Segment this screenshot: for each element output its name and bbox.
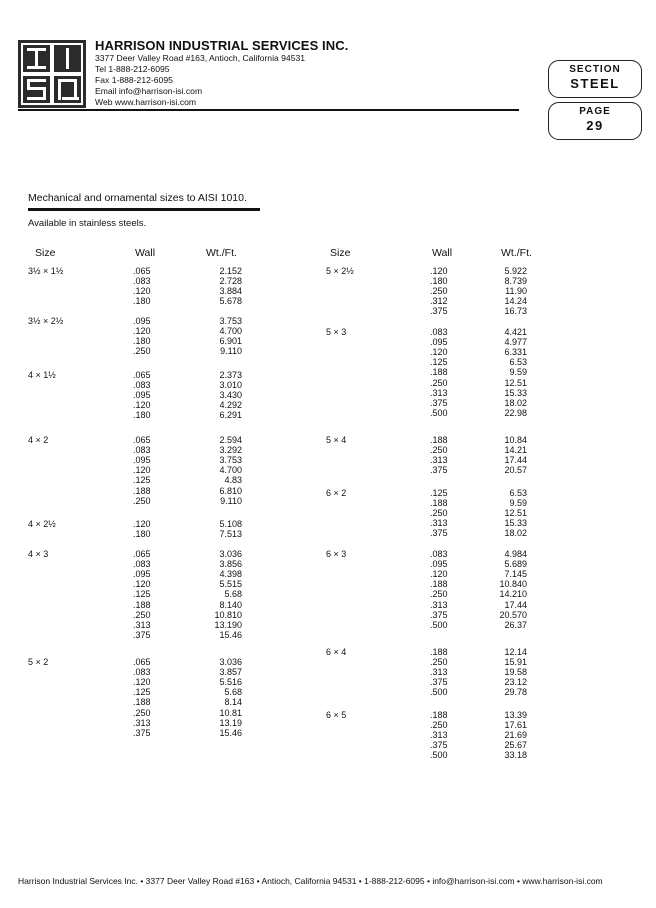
weight-value: 14.21 <box>504 445 527 456</box>
wall-value: .120 <box>133 286 151 297</box>
weight-value: 9.59 <box>509 498 527 509</box>
wall-value: .250 <box>430 657 448 668</box>
weight-value: 5.678 <box>219 296 242 307</box>
weight-value: 21.69 <box>504 730 527 741</box>
wall-value: .095 <box>430 559 448 570</box>
weight-value: 22.98 <box>504 407 527 418</box>
size-label: 6 × 4 <box>326 647 347 657</box>
size-label: 5 × 3 <box>326 327 347 337</box>
wall-value: .313 <box>133 619 151 630</box>
weight-value: 10.810 <box>214 609 242 620</box>
weight-value: 6.291 <box>219 410 242 421</box>
wall-value: .120 <box>133 519 151 529</box>
wall-value: .313 <box>133 717 151 728</box>
weight-value: 3.857 <box>219 667 242 678</box>
wall-value: .065 <box>133 549 151 559</box>
wall-value: .250 <box>430 720 448 731</box>
weight-value: 14.24 <box>504 296 527 307</box>
wall-value: .120 <box>430 266 448 276</box>
wall-value: .180 <box>430 276 448 287</box>
wall-value: .250 <box>430 445 448 456</box>
wall-value: .125 <box>430 488 448 498</box>
wall-value: .375 <box>430 528 448 539</box>
section-tag <box>548 60 642 98</box>
weight-value: 2.373 <box>219 370 242 380</box>
company-block <box>95 38 348 108</box>
weight-value: 3.753 <box>219 316 242 326</box>
wall-value: .120 <box>430 569 448 580</box>
weight-value: 17.44 <box>504 599 527 610</box>
wall-value: .095 <box>133 316 151 326</box>
wall-value: .375 <box>430 465 448 476</box>
weight-value: 4.984 <box>504 549 527 559</box>
section-label: SECTION <box>569 64 621 75</box>
right-wt-header: Wt./Ft. <box>501 247 532 259</box>
wall-value: .313 <box>430 599 448 610</box>
size-label: 4 × 3 <box>28 549 49 559</box>
wall-value: .065 <box>133 266 151 276</box>
weight-value: 33.18 <box>504 750 527 761</box>
weight-value: 16.73 <box>504 306 527 317</box>
weight-value: 8.14 <box>224 697 242 708</box>
weight-value: 6.901 <box>219 336 242 347</box>
wall-value: .250 <box>430 377 448 388</box>
wall-value: .250 <box>430 589 448 600</box>
wall-value: .250 <box>430 508 448 519</box>
wall-value: .188 <box>430 647 448 657</box>
weight-value: 23.12 <box>504 677 527 688</box>
size-label: 4 × 2½ <box>28 519 56 529</box>
company-tel: Tel 1-888-212-6095 <box>95 64 170 74</box>
company-fax: Fax 1-888-212-6095 <box>95 75 173 85</box>
weight-value: 3.884 <box>219 286 242 297</box>
wall-value: .500 <box>430 619 448 630</box>
title-underline <box>28 208 260 211</box>
weight-value: 4.398 <box>219 569 242 580</box>
wall-value: .375 <box>133 629 151 640</box>
wall-value: .120 <box>430 347 448 358</box>
weight-value: 10.840 <box>499 579 527 590</box>
size-label: 6 × 5 <box>326 710 347 720</box>
weight-value: 4.421 <box>504 327 527 337</box>
wall-value: .065 <box>133 657 151 667</box>
wall-value: .188 <box>133 599 151 610</box>
weight-value: 10.81 <box>219 707 242 718</box>
wall-value: .065 <box>133 435 151 445</box>
wall-value: .083 <box>133 276 151 287</box>
wall-value: .250 <box>133 609 151 620</box>
header-divider <box>18 109 519 111</box>
wall-value: .188 <box>133 697 151 708</box>
weight-value: 20.57 <box>504 465 527 476</box>
wall-value: .083 <box>430 549 448 559</box>
weight-value: 3.292 <box>219 445 242 456</box>
wall-value: .083 <box>133 559 151 570</box>
right-size-header: Size <box>330 247 351 259</box>
weight-value: 4.700 <box>219 465 242 476</box>
wall-value: .095 <box>133 390 151 401</box>
company-web: Web www.harrison-isi.com <box>95 97 197 107</box>
wall-value: .095 <box>133 455 151 466</box>
wall-value: .065 <box>133 370 151 380</box>
weight-value: 13.190 <box>214 619 242 630</box>
wall-value: .188 <box>430 710 448 720</box>
right-wall-header: Wall <box>432 247 453 259</box>
size-label: 6 × 3 <box>326 549 347 559</box>
left-wt-header: Wt./Ft. <box>206 247 237 259</box>
wall-value: .375 <box>430 397 448 408</box>
wall-value: .120 <box>133 677 151 688</box>
weight-value: 9.59 <box>509 367 527 378</box>
wall-value: .500 <box>430 407 448 418</box>
weight-value: 9.110 <box>220 495 242 506</box>
weight-value: 3.430 <box>219 390 242 401</box>
wall-value: .313 <box>430 518 448 529</box>
wall-value: .312 <box>430 296 448 307</box>
weight-value: 3.036 <box>219 657 242 667</box>
company-logo <box>18 40 86 108</box>
weight-value: 6.53 <box>509 357 527 368</box>
weight-value: 18.02 <box>504 397 527 408</box>
weight-value: 13.39 <box>504 710 527 720</box>
weight-value: 3.753 <box>219 455 242 466</box>
weight-value: 6.810 <box>219 485 242 496</box>
section-value: STEEL <box>570 76 620 91</box>
wall-value: .500 <box>430 750 448 761</box>
wall-value: .095 <box>133 569 151 580</box>
weight-value: 5.68 <box>224 687 242 698</box>
company-email: Email info@harrison-isi.com <box>95 86 203 96</box>
size-label: 5 × 4 <box>326 435 347 445</box>
wall-value: .120 <box>133 465 151 476</box>
weight-value: 20.570 <box>499 609 527 620</box>
weight-value: 3.036 <box>219 549 242 559</box>
wall-value: .188 <box>430 435 448 445</box>
weight-value: 2.594 <box>219 435 242 445</box>
page-tag <box>548 102 642 140</box>
size-label: 3½ × 1½ <box>28 266 64 276</box>
wall-value: .095 <box>430 337 448 348</box>
wall-value: .180 <box>133 410 151 421</box>
weight-value: 12.51 <box>504 508 527 519</box>
weight-value: 2.152 <box>219 266 242 276</box>
wall-value: .083 <box>133 667 151 678</box>
wall-value: .180 <box>133 336 151 347</box>
wall-value: .375 <box>133 727 151 738</box>
wall-value: .120 <box>133 579 151 590</box>
wall-value: .180 <box>133 296 151 307</box>
wall-value: .083 <box>133 445 151 456</box>
wall-value: .125 <box>430 357 448 368</box>
weight-value: 18.02 <box>504 528 527 539</box>
weight-value: 15.46 <box>219 629 242 640</box>
weight-value: 3.856 <box>219 559 242 570</box>
weight-value: 26.37 <box>504 619 527 630</box>
weight-value: 4.83 <box>224 475 242 486</box>
document-subtitle: Available in stainless steels. <box>28 218 147 229</box>
left-size-header: Size <box>35 247 56 259</box>
weight-value: 19.58 <box>504 667 527 678</box>
weight-value: 15.33 <box>504 518 527 529</box>
weight-value: 6.331 <box>504 347 527 358</box>
company-address: 3377 Deer Valley Road #163, Antioch, California 94531 <box>95 53 306 63</box>
weight-value: 8.739 <box>504 276 527 287</box>
weight-value: 5.922 <box>504 266 527 276</box>
wall-value: .125 <box>133 475 151 486</box>
wall-value: .083 <box>133 380 151 391</box>
document-title: Mechanical and ornamental sizes to AISI 1010. <box>28 192 247 204</box>
wall-value: .188 <box>430 498 448 509</box>
company-name: HARRISON INDUSTRIAL SERVICES INC. <box>95 38 349 53</box>
wall-value: .250 <box>430 286 448 297</box>
weight-value: 6.53 <box>509 488 527 498</box>
page-label: PAGE <box>579 106 611 117</box>
wall-value: .250 <box>133 346 151 357</box>
weight-value: 10.84 <box>504 435 527 445</box>
size-label: 6 × 2 <box>326 488 347 498</box>
weight-value: 3.010 <box>219 380 242 391</box>
weight-value: 25.67 <box>504 740 527 751</box>
wall-value: .313 <box>430 730 448 741</box>
weight-value: 7.513 <box>219 529 242 540</box>
left-wall-header: Wall <box>135 247 156 259</box>
page-number: 29 <box>586 118 604 133</box>
size-label: 4 × 2 <box>28 435 49 445</box>
weight-value: 11.90 <box>505 286 527 297</box>
wall-value: .188 <box>430 579 448 590</box>
wall-value: .375 <box>430 609 448 620</box>
weight-value: 5.108 <box>219 519 242 529</box>
weight-value: 5.68 <box>224 589 242 600</box>
weight-value: 15.91 <box>504 657 527 668</box>
weight-value: 5.515 <box>219 579 242 590</box>
wall-value: .120 <box>133 326 151 337</box>
wall-value: .188 <box>430 367 448 378</box>
wall-value: .250 <box>133 707 151 718</box>
weight-value: 5.516 <box>219 677 242 688</box>
wall-value: .120 <box>133 400 151 411</box>
weight-value: 13.19 <box>219 717 242 728</box>
weight-value: 4.977 <box>504 337 527 348</box>
wall-value: .313 <box>430 667 448 678</box>
page-footer: Harrison Industrial Services Inc. • 3377 Deer Valley Road #163 • Antioch, California 94531 • 1-888-212-6095 • info@harrison-isi.com • www.harrison-isi.com <box>18 876 603 886</box>
weight-value: 9.110 <box>220 346 242 357</box>
weight-value: 5.689 <box>504 559 527 570</box>
weight-value: 14.210 <box>499 589 527 600</box>
weight-value: 4.292 <box>219 400 242 411</box>
wall-value: .083 <box>430 327 448 337</box>
size-label: 4 × 1½ <box>28 370 56 380</box>
wall-value: .125 <box>133 589 151 600</box>
weight-value: 29.78 <box>504 687 527 698</box>
weight-value: 12.14 <box>504 647 527 657</box>
wall-value: .313 <box>430 455 448 466</box>
weight-value: 17.61 <box>504 720 527 731</box>
wall-value: .375 <box>430 677 448 688</box>
weight-value: 12.51 <box>504 377 527 388</box>
wall-value: .375 <box>430 740 448 751</box>
weight-value: 7.145 <box>504 569 527 580</box>
size-label: 3½ × 2½ <box>28 316 64 326</box>
wall-value: .375 <box>430 306 448 317</box>
size-label: 5 × 2½ <box>326 266 354 276</box>
weight-value: 4.700 <box>219 326 242 337</box>
weight-value: 17.44 <box>504 455 527 466</box>
wall-value: .250 <box>133 495 151 506</box>
weight-value: 15.46 <box>219 727 242 738</box>
wall-value: .125 <box>133 687 151 698</box>
size-label: 5 × 2 <box>28 657 49 667</box>
weight-value: 2.728 <box>219 276 242 287</box>
wall-value: .180 <box>133 529 151 540</box>
weight-value: 15.33 <box>504 387 527 398</box>
wall-value: .313 <box>430 387 448 398</box>
wall-value: .188 <box>133 485 151 496</box>
wall-value: .500 <box>430 687 448 698</box>
weight-value: 8.140 <box>219 599 242 610</box>
